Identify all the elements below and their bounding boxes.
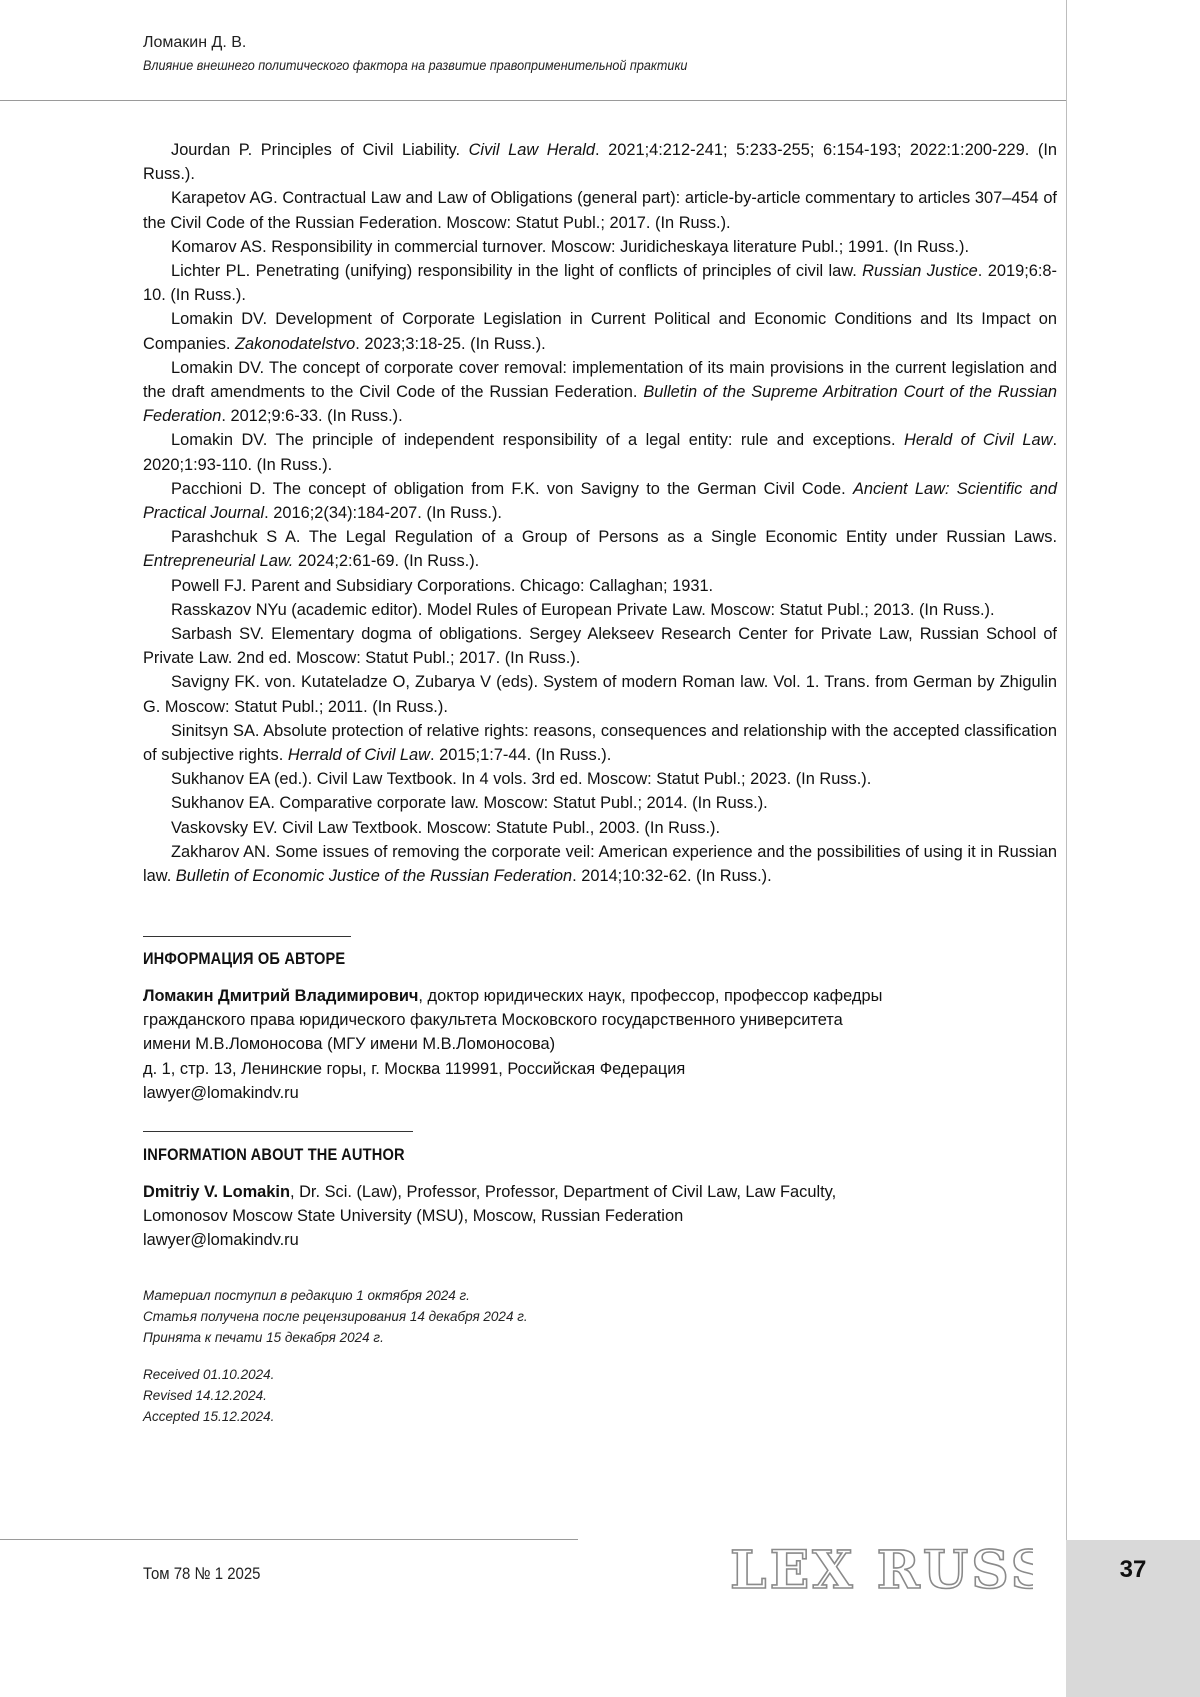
reference-details: . 2016;2(34):184-207. (In Russ.). — [264, 504, 502, 522]
reference-journal: Civil Law Herald — [469, 141, 595, 159]
author-name-en: Dmitriy V. Lomakin — [143, 1183, 290, 1201]
reference-item — [143, 840, 1057, 888]
author-line — [143, 1180, 1043, 1204]
author-affiliation: , Dr. Sci. (Law), Professor, Professor, Department of Civil Law, Law Faculty, — [290, 1183, 836, 1201]
reference-journal: Herrald of Civil Law — [288, 746, 430, 764]
reference-text: Powell FJ. Parent and Subsidiary Corporations. Chicago: Callaghan; 1931. — [171, 577, 713, 595]
reference-journal: Bulletin of the Supreme Arbitration Court of the Russian Federation — [143, 383, 1057, 425]
reference-item — [143, 235, 1057, 259]
reference-details: . 2019;6:8-10. (In Russ.). — [143, 262, 1057, 304]
header-author: Ломакин Д. В. — [143, 32, 1043, 54]
author-line: имени М.В.Ломоносова (МГУ имени М.В.Ломоносова) — [143, 1032, 1043, 1056]
date-line: Accepted 15.12.2024. — [143, 1406, 843, 1427]
author-info-heading-ru: ИНФОРМАЦИЯ ОБ АВТОРЕ — [143, 949, 345, 969]
reference-journal: Bulletin of Economic Justice of the Russian Federation — [176, 867, 572, 885]
reference-text: Vaskovsky EV. Civil Law Textbook. Moscow: Statute Publ., 2003. (In Russ.). — [171, 819, 720, 837]
reference-item — [143, 356, 1057, 429]
reference-journal: Russian Justice — [862, 262, 978, 280]
reference-item — [143, 670, 1057, 718]
reference-item — [143, 816, 1057, 840]
page-margin-band — [1066, 0, 1200, 1540]
section-divider — [143, 1131, 413, 1132]
reference-text: Lomakin DV. Development of Corporate Legislation in Current Political and Economic Conditions and Its Impact on Companies. — [143, 310, 1057, 352]
reference-text: Savigny FK. von. Kutateladze O, Zubarya V (eds). System of modern Roman law. Vol. 1. Trans. from German by Zhigulin G. Moscow: Statut Publ.; 2011. (In Russ.). — [143, 673, 1057, 715]
reference-details: 2024;2:61-69. (In Russ.). — [293, 552, 479, 570]
date-line: Received 01.10.2024. — [143, 1364, 843, 1385]
reference-item — [143, 525, 1057, 573]
reference-list — [143, 138, 1057, 888]
reference-text: Komarov AS. Responsibility in commercial turnover. Moscow: Juridicheskaya literature Publ.; 1991. (In Russ.). — [171, 238, 969, 256]
reference-journal: Ancient Law: Scientific and Practical Journal — [143, 480, 1057, 522]
reference-item — [143, 791, 1057, 815]
author-line: Lomonosov Moscow State University (MSU), Moscow, Russian Federation — [143, 1204, 1043, 1228]
reference-text: Lichter PL. Penetrating (unifying) responsibility in the light of conflicts of principles of civil law. — [171, 262, 862, 280]
reference-text: Sinitsyn SA. Absolute protection of relative rights: reasons, consequences and relationship with the accepted classification of subjective rights. — [143, 722, 1057, 764]
author-address: д. 1, стр. 13, Ленинские горы, г. Москва 119991, Российская Федерация — [143, 1057, 1043, 1081]
journal-logo — [728, 1536, 1033, 1596]
reference-text: Jourdan P. Principles of Civil Liability. — [171, 141, 469, 159]
author-email-ru: lawyer@lomakindv.ru — [143, 1081, 1043, 1105]
author-info-en — [143, 1180, 1043, 1253]
reference-details: . 2015;1:7-44. (In Russ.). — [430, 746, 611, 764]
reference-text: Sarbash SV. Elementary dogma of obligations. Sergey Alekseev Research Center for Private Law, Russian School of Private Law. 2nd ed. Moscow: Statut Publ.; 2017. (In Russ.). — [143, 625, 1057, 667]
reference-journal: Entrepreneurial Law. — [143, 552, 293, 570]
reference-item — [143, 719, 1057, 767]
submission-dates-en — [143, 1364, 843, 1427]
date-line: Revised 14.12.2024. — [143, 1385, 843, 1406]
header-divider — [0, 100, 1066, 101]
reference-text: Sukhanov EA (ed.). Civil Law Textbook. In 4 vols. 3rd ed. Moscow: Statut Publ.; 2023. (In Russ.). — [171, 770, 871, 788]
author-line: гражданского права юридического факультета Московского государственного университета — [143, 1008, 1043, 1032]
journal-issue: Том 78 № 1 2025 — [143, 1564, 260, 1584]
page-number: 37 — [1066, 1556, 1200, 1584]
author-info-ru — [143, 984, 1043, 1105]
date-line: Принята к печати 15 декабря 2024 г. — [143, 1327, 843, 1348]
author-info-heading-en: INFORMATION ABOUT THE AUTHOR — [143, 1145, 405, 1165]
running-header — [143, 32, 1043, 76]
reference-text: Parashchuk S A. The Legal Regulation of a Group of Persons as a Single Economic Entity under Russian Laws. — [171, 528, 1057, 546]
reference-item — [143, 574, 1057, 598]
reference-item — [143, 767, 1057, 791]
reference-text: Sukhanov EA. Comparative corporate law. Moscow: Statut Publ.; 2014. (In Russ.). — [171, 794, 768, 812]
reference-journal: Herald of Civil Law — [904, 431, 1052, 449]
reference-journal: Zakonodatelstvo — [235, 335, 355, 353]
date-line: Материал поступил в редакцию 1 октября 2024 г. — [143, 1285, 843, 1306]
reference-item — [143, 598, 1057, 622]
author-affiliation: , доктор юридических наук, профессор, профессор кафедры — [418, 987, 882, 1005]
header-article-title: Влияние внешнего политического фактора на развитие правоприменительной практики — [143, 54, 953, 76]
reference-item — [143, 428, 1057, 476]
reference-text: Zakharov AN. Some issues of removing the corporate veil: American experience and the possibilities of using it in Russian law. — [143, 843, 1057, 885]
reference-text: Karapetov AG. Contractual Law and Law of Obligations (general part): article-by-article commentary to articles 307–454 of the Civil Code of the Russian Federation. Moscow: Statut Publ.; 2017. (In Russ.). — [143, 189, 1057, 231]
reference-text: Lomakin DV. The concept of corporate cover removal: implementation of its main provisions in the current legislation and the draft amendments to the Civil Code of the Russian Federation. — [143, 359, 1057, 401]
reference-item — [143, 186, 1057, 234]
reference-details: . 2023;3:18-25. (In Russ.). — [355, 335, 545, 353]
reference-item — [143, 477, 1057, 525]
reference-details: . 2014;10:32-62. (In Russ.). — [572, 867, 772, 885]
reference-item — [143, 138, 1057, 186]
author-line — [143, 984, 1043, 1008]
reference-details: . 2020;1:93-110. (In Russ.). — [143, 431, 1057, 473]
reference-item — [143, 259, 1057, 307]
author-email-en: lawyer@lomakindv.ru — [143, 1228, 1043, 1252]
submission-dates-ru — [143, 1285, 843, 1348]
date-line: Статья получена после рецензирования 14 декабря 2024 г. — [143, 1306, 843, 1327]
footer-divider — [0, 1539, 578, 1540]
journal-logo-text: LEX RUSS — [730, 1540, 1033, 1596]
reference-item — [143, 307, 1057, 355]
section-divider — [143, 936, 351, 937]
author-name-ru: Ломакин Дмитрий Владимирович — [143, 987, 418, 1005]
reference-text: Pacchioni D. The concept of obligation from F.K. von Savigny to the German Civil Code. — [171, 480, 853, 498]
reference-text: Rasskazov NYu (academic editor). Model Rules of European Private Law. Moscow: Statut Publ.; 2013. (In Russ.). — [171, 601, 995, 619]
reference-details: . 2012;9:6-33. (In Russ.). — [221, 407, 402, 425]
reference-text: Lomakin DV. The principle of independent responsibility of a legal entity: rule and exceptions. — [171, 431, 904, 449]
reference-details: . 2021;4:212-241; 5:233-255; 6:154-193; 2022:1:200-229. (In Russ.). — [143, 141, 1057, 183]
reference-item — [143, 622, 1057, 670]
